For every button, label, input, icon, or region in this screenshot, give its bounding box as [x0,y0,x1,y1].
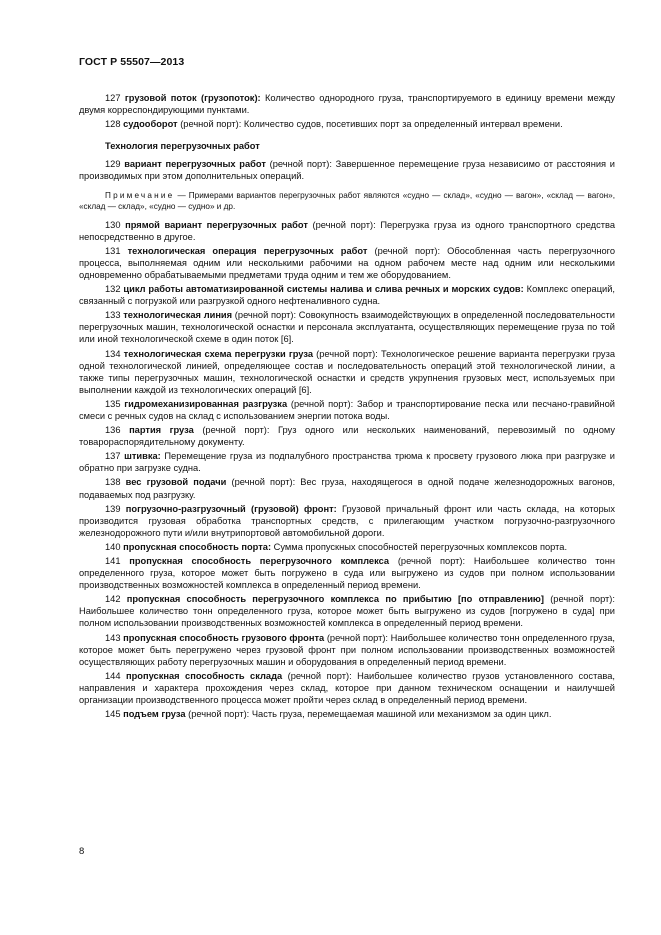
entry-definition: (речной порт): Часть груза, перемещаемая машиной или механизмом за один цикл. [188,709,552,720]
term-entry [79,348,615,396]
entry-definition: (речной порт): Наибольшее количество тонн определенного груза, которое может быть перегружено через грузовой фронт при полном использовании производственных возможностей осуществляющих работу перегрузочных машин и оборудования в определенный период времени. [79,632,615,667]
entry-number: 135 [105,398,121,409]
entry-number: 127 [105,93,121,103]
entries-group-a [79,92,615,130]
document-body [79,92,615,722]
entry-definition: Сумма пропускных способностей перегрузочных комплексов порта. [273,541,568,552]
term-entry [79,708,615,720]
entry-term: технологическая схема перегрузки груза [123,348,313,359]
entry-term: гидромеханизированная разгрузка [124,398,288,409]
note-label: Примечание [105,190,175,200]
entry-number: 141 [105,556,121,566]
entry-number: 140 [105,541,121,552]
term-entry [79,118,615,130]
term-entry [79,632,615,668]
entry-number: 133 [105,310,121,321]
entries-group-b [79,219,615,721]
entry-number: 143 [105,632,121,643]
entry-definition: (речной порт): Завершенное перемещение груза независимо от расстояния и производимых при этом дополнительных операций. [79,159,615,182]
entry-term: пропускная способность перегрузочного комплекса по прибытию [по отправлению] [126,594,544,605]
entry-number: 131 [105,245,121,256]
term-entry [79,555,615,591]
entry-term: пропускная способность перегрузочного комплекса [129,556,390,566]
term-entry [79,450,615,474]
entry-number: 134 [105,348,121,359]
document-page [79,0,615,935]
entry-definition: (речной порт): Вес груза, находящегося в одной подаче железнодорожных вагонов, подаваемых под разгрузку. [79,477,615,500]
entry-definition: (речной порт): Наибольшее количество тонн определенного груза, которое может быть выгружено из судов [погружено в суда] при полном использовании производственных возможностей комплекса в определенный период времени. [79,594,615,629]
note-text: — Примерами вариантов перегрузочных работ являются «судно — склад», «судно — вагон», «склад — вагон», «склад — склад», «судно — судно» и др. [79,190,615,211]
entry-number: 130 [105,219,121,230]
entry-term: партия груза [129,425,194,436]
entry-definition: Количество однородного груза, транспортируемого в единицу времени между двумя корреспондирующими пунктами. [79,93,615,116]
entry-definition: (речной порт): Совокупность взаимодействующих в определенной последовательности перегрузочных машин, технологической оснастки и персонала эксплуатанта, осуществляющих перемещение груза по той или иной технологической схеме в один поток [6]. [79,310,615,345]
page-number: 8 [79,846,85,857]
entry-term: штивка: [124,451,161,462]
term-entry [79,245,615,281]
entry-term: вес грузовой подачи [125,477,227,488]
term-entry [79,503,615,539]
entry-definition: Перемещение груза из подпалубного пространства трюма к просвету грузового люка при разгрузке и обратно при загрузке судна. [79,451,615,474]
term-entry [79,92,615,116]
entry-term: технологическая линия [123,310,233,321]
term-entry [79,541,615,553]
entry-definition: (речной порт): Технологическое решение варианта перегрузки груза одной технологической линией, определяющее состав и последовательность операций этой технологической линии, а также типы перегрузочных машин, технологической оснастки и средств укрупнения грузовых мест, используемых при выполнении каждой из технологических операций [6]. [79,348,615,395]
entry-number: 145 [105,709,121,720]
entry-definition: (речной порт): Наибольшее количество тонн определенного груза, которое может быть погружено в суда или выгружено из судов при полном использовании производственных возможностей комплекса в определенный период времени. [79,556,615,591]
entry-number: 136 [105,425,121,436]
entry-definition: Грузовой причальный фронт или часть склада, на которых производится грузовая обработка транспортных средств, с прилегающим участком погрузочно-разгрузочного железнодорожного пути и/или внутрипортовой автомобильной дороги. [79,503,616,538]
entry-definition: (речной порт): Наибольшее количество грузов установленного состава, направления и характера прохождения через склад, которое при данном техническом оснащении и наилучшей организации производственного процесса может пройти через склад в определенный период времени. [79,670,615,706]
term-entry [79,424,615,448]
entry-term: судооборот [123,119,178,130]
note [79,190,615,212]
entry-term: цикл работы автоматизированной системы налива и слива речных и морских судов: [123,284,524,295]
term-entry [79,283,615,307]
entry-term: пропускная способность порта: [123,541,272,552]
entry-number: 142 [105,594,121,605]
entry-number: 128 [105,119,121,130]
entry-definition: (речной порт): Груз одного или нескольких наименований, перевозимый по одному товарораспорядительному документу. [79,425,616,448]
term-entry [79,593,615,629]
entry-number: 129 [105,159,121,170]
term-entry [79,476,615,500]
entry-definition: (речной порт): Забор и транспортирование песка или песчано-гравийной смеси с речных судов на склад с использованием энергии потока воды. [79,398,615,421]
entry-definition: Комплекс операций, связанный с погрузкой или разгрузкой одного нефтеналивного судна. [79,284,615,307]
section-title: Технология перегрузочных работ [105,141,260,152]
term-entry [79,670,615,706]
entry-term: вариант перегрузочных работ [124,159,266,170]
entry-number: 138 [105,477,121,488]
term-entry [79,309,615,345]
entry-definition: (речной порт): Обособленная часть перегрузочного процесса, выполняемая одним или несколькими рабочими на одном рабочем месте над одним или несколькими одновременно обрабатываемыми предметами труда одним и тем же оборудованием. [79,245,615,280]
term-entry [79,158,615,182]
entry-term: технологическая операция перегрузочных работ [127,245,368,256]
term-entry [79,398,615,422]
entry-number: 137 [105,451,121,462]
entry-term: грузовой поток (грузопоток): [124,93,261,103]
document-header: ГОСТ Р 55507—2013 [79,56,185,68]
term-entry [79,219,615,243]
entry-term: пропускная способность грузового фронта [123,632,325,643]
entry-definition: (речной порт): Перегрузка груза из одного транспортного средства непосредственно в другое. [79,219,616,242]
entry-term: пропускная способность склада [126,670,283,681]
entry-term: прямой вариант перегрузочных работ [125,219,308,230]
entry-term: погрузочно-разгрузочный (грузовой) фронт: [125,503,337,514]
entry-definition: (речной порт): Количество судов, посетивших порт за определенный интервал времени. [180,119,563,130]
entry-number: 144 [105,670,121,681]
entry-term: подъем груза [123,709,186,720]
entry-number: 132 [105,284,121,295]
entry-number: 139 [105,503,121,514]
